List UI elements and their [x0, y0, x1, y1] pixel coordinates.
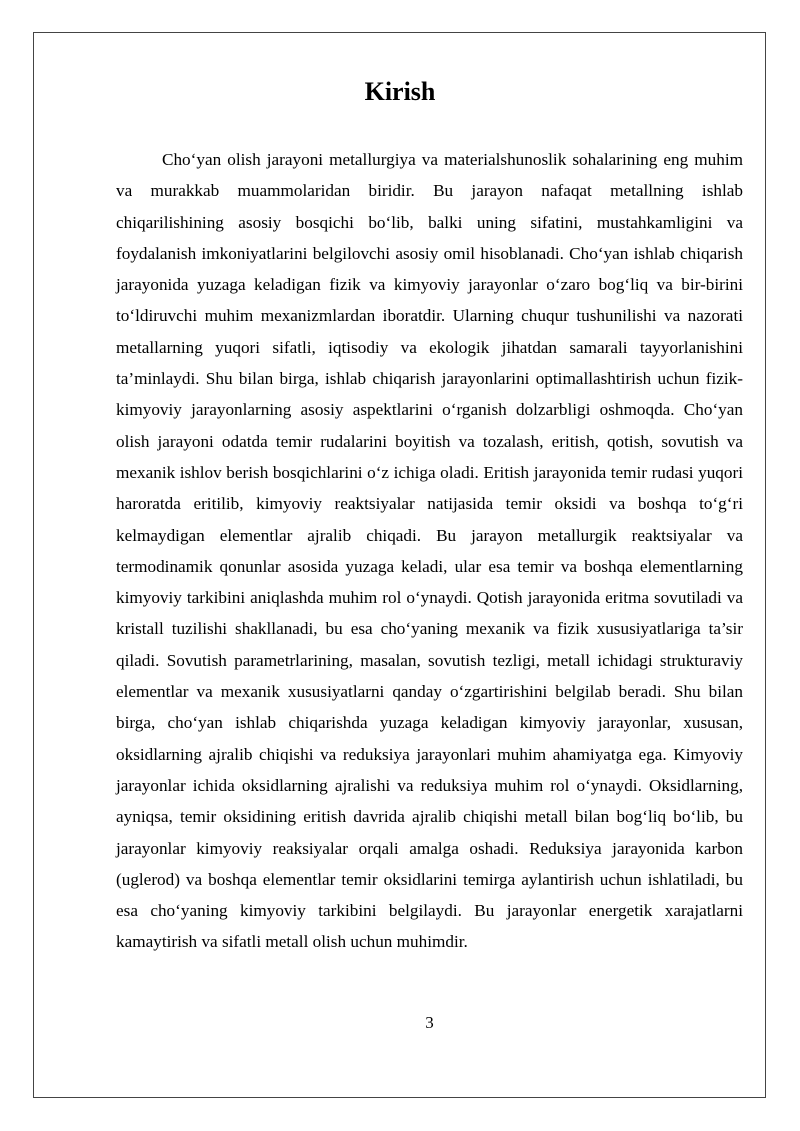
body-paragraph: Cho‘yan olish jarayoni metallurgiya va materialshunoslik sohalarining eng muhim va murakkab muammolaridan biridir. Bu jarayon nafaqat metallning ishlab chiqarilishining asosiy bosqichi bo‘lib, balki uning sifatini, mustahkamligini va foydalanish imkoniyatlarini belgilovchi asosiy omil hisoblanadi. Cho‘yan ishlab chiqarish jarayonida yuzaga keladigan fizik va kimyoviy jarayonlar o‘zaro bog‘liq va bir-birini to‘ldiruvchi muhim mexanizmlardan iboratdir. Ularning chuqur tushunilishi va nazorati metallarning yuqori sifatli, iqtisodiy va ekologik jihatdan samarali tayyorlanishini ta’minlaydi. Shu bilan birga, ishlab chiqarish jarayonlarini optimallashtirish uchun fizik-kimyoviy jarayonlarning asosiy aspektlarini o‘rganish dolzarbligi oshmoqda. Cho‘yan olish jarayoni odatda temir rudalarini boyitish va tozalash, eritish, qotish, sovutish va mexanik ishlov berish bosqichlarini o‘z ichiga oladi. Eritish jarayonida temir rudasi yuqori haroratda eritilib, kimyoviy reaktsiyalar natijasida temir oksidi va boshqa to‘g‘ri kelmaydigan elementlar ajralib chiqadi. Bu jarayon metallurgik reaktsiyalar va termodinamik qonunlar asosida yuzaga keladi, ular esa temir va boshqa elementlarning kimyoviy tarkibini aniqlashda muhim rol o‘ynaydi. Qotish jarayonida eritma sovutiladi va kristall tuzilishi shakllanadi, bu esa cho‘yaning mexanik va fizik xususiyatlariga ta’sir qiladi. Sovutish parametrlarining, masalan, sovutish tezligi, metall ichidagi strukturaviy elementlar va mexanik xususiyatlarni qanday o‘zgartirishini belgilab beradi. Shu bilan birga, cho‘yan ishlab chiqarishda yuzaga keladigan kimyoviy jarayonlar, xususan, oksidlarning ajralib chiqishi va reduksiya jarayonlari muhim ahamiyatga ega. Kimyoviy jarayonlar ichida oksidlarning ajralishi va reduksiya muhim rol o‘ynaydi. Oksidlarning, ayniqsa, temir oksidining eritish davrida ajralib chiqishi metall bilan bog‘liq bo‘lib, bu jarayonlar kimyoviy reaksiyalar orqali amalga oshadi. Reduksiya jarayonida karbon (uglerod) va boshqa elementlar temir oksidlarini temirga aylantirish uchun ishlatiladi, bu esa cho‘yaning kimyoviy tarkibini belgilaydi. Bu jarayonlar energetik xarajatlarni kamaytirish va sifatli metall olish uchun muhimdir.: [116, 150, 743, 952]
page-number: 3: [425, 1013, 434, 1032]
document-title: Kirish: [364, 77, 436, 106]
